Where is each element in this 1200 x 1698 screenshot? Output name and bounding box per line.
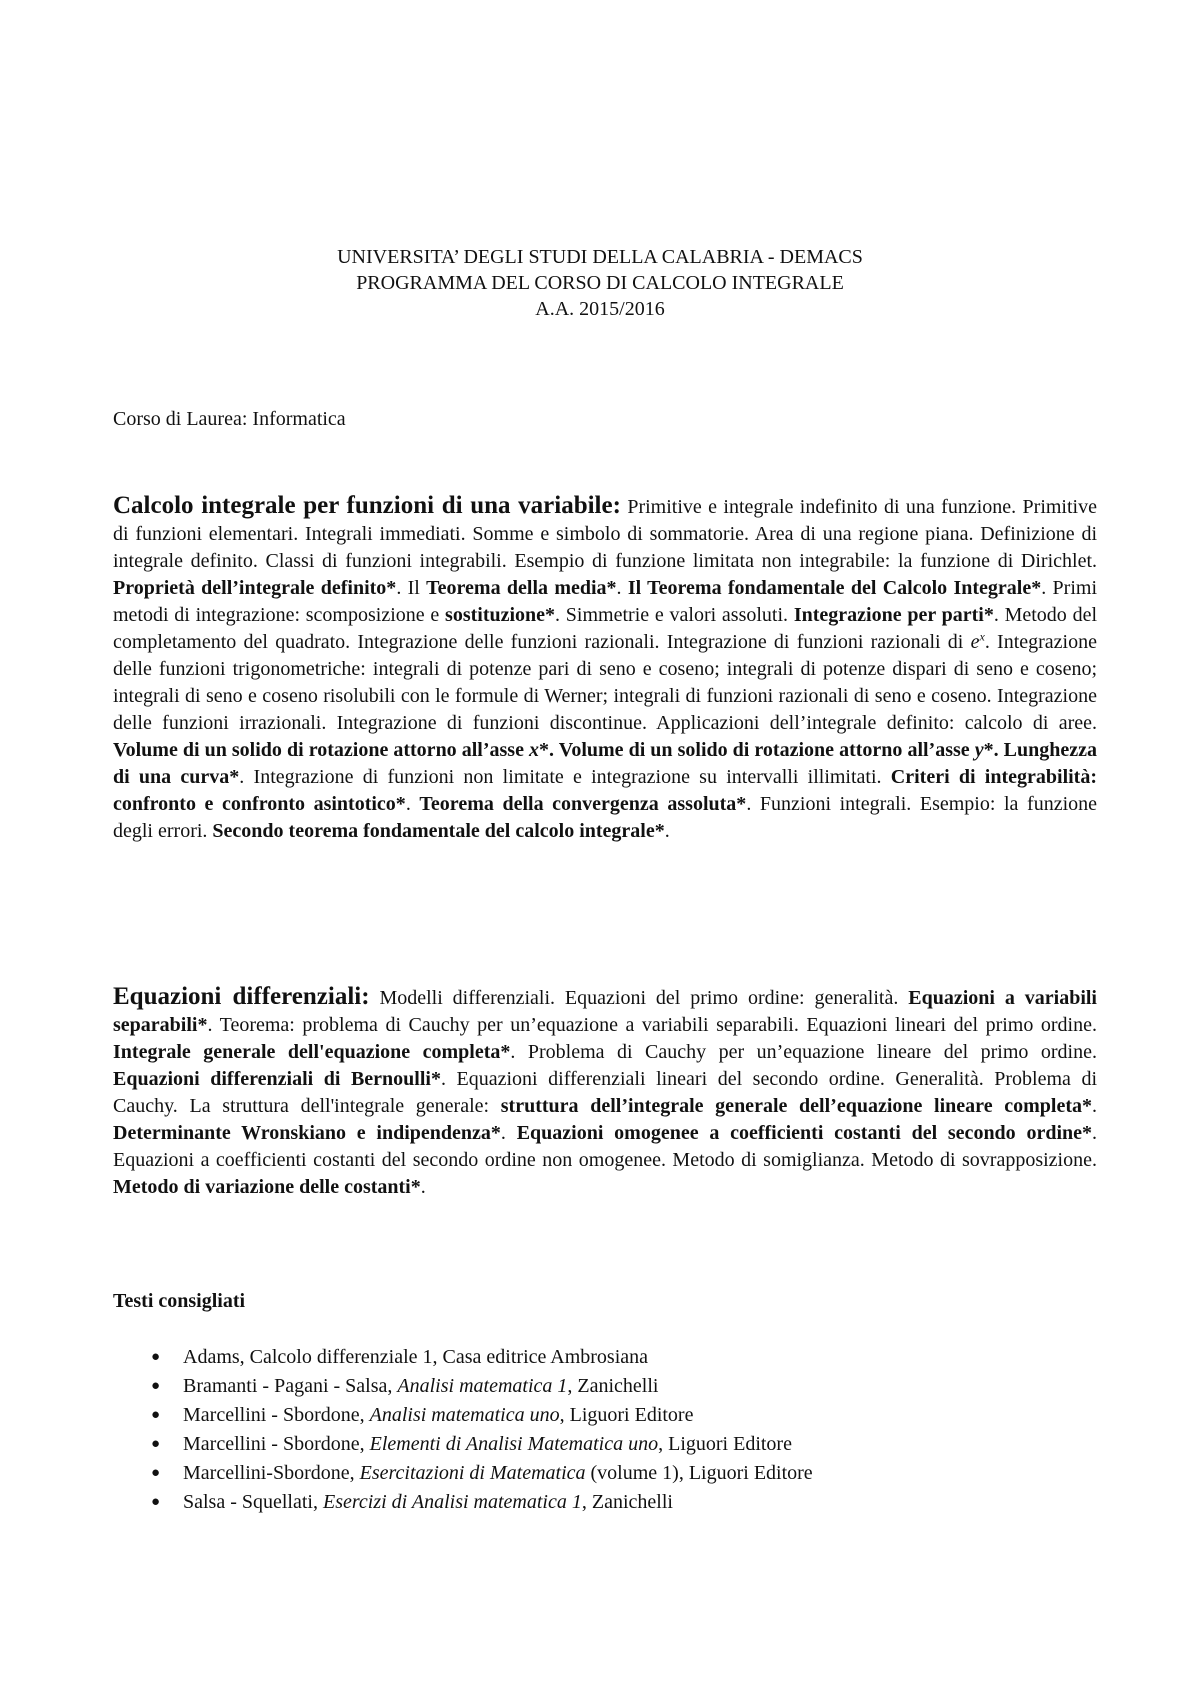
university-name: UNIVERSITA’ DEGLI STUDI DELLA CALABRIA - DEMACS bbox=[337, 246, 863, 268]
program-title: PROGRAMMA DEL CORSO DI CALCOLO INTEGRALE bbox=[356, 272, 844, 294]
list-item: ● Marcellini - Sbordone, Analisi matematica uno, Liguori Editore bbox=[183, 1401, 1083, 1430]
academic-year: A.A. 2015/2016 bbox=[535, 298, 665, 320]
section-differential-equations: Equazioni differenziali: Modelli differenziali. Equazioni del primo ordine: generalità. Equazioni a variabili separabili*. Teorema: problema di Cauchy per un’equazione a variabili separabili. Equazioni lineari del primo ordine. Integrale generale dell'equazione completa*. Problema di Cauchy per un’equazione lineare del primo ordine. Equazioni differenziali di Bernoulli*. Equazioni differenziali lineari del secondo ordine. Generalità. Problema di Cauchy. La struttura dell'integrale generale: struttura dell’integrale generale dell’equazione lineare completa*. Determinante Wronskiano e indipendenza*. Equazioni omogenee a coefficienti costanti del secondo ordine*. Equazioni a coefficienti costanti del secondo ordine non omogenee. Metodo di somiglianza. Metodo di sovrapposizione. Metodo di variazione delle costanti*. bbox=[113, 983, 1098, 1198]
math-var-x: x bbox=[529, 739, 540, 761]
list-item: ● Marcellini - Sbordone, Elementi di Analisi Matematica uno, Liguori Editore bbox=[183, 1430, 1083, 1459]
bibliography-title: Testi consigliati bbox=[113, 1290, 246, 1312]
section-title: Equazioni differenziali: bbox=[113, 983, 370, 1010]
list-item: ● Bramanti - Pagani - Salsa, Analisi matematica 1, Zanichelli bbox=[183, 1372, 1083, 1401]
bullet-icon: ● bbox=[151, 1349, 161, 1365]
math-var-y: y bbox=[974, 739, 984, 761]
bullet-icon: ● bbox=[151, 1407, 161, 1423]
math-exponent-x: x bbox=[979, 629, 985, 644]
list-item: ● Marcellini-Sbordone, Esercitazioni di Matematica (volume 1), Liguori Editore bbox=[183, 1459, 1083, 1488]
math-e: e bbox=[970, 631, 980, 653]
bibliography-list bbox=[113, 1343, 1083, 1517]
bullet-icon: ● bbox=[151, 1378, 161, 1394]
bullet-icon: ● bbox=[151, 1436, 161, 1452]
bullet-icon: ● bbox=[151, 1465, 161, 1481]
section-integral-calculus: Calcolo integrale per funzioni di una variabile: Primitive e integrale indefinito di una funzione. Primitive di funzioni elementari. Integrali immediati. Somme e simbolo di sommatorie. Area di una regione piana. Definizione di integrale definito. Classi di funzioni integrabili. Esempio di funzione limitata non integrabile: la funzione di Dirichlet. Proprietà dell’integrale definito*. Il Teorema della media*. Il Teorema fondamentale del Calcolo Integrale*. Primi metodi di integrazione: scomposizione e sostituzione*. Simmetrie e valori assoluti. Integrazione per parti*. Metodo del completamento del quadrato. Integrazione delle funzioni razionali. Integrazione di funzioni razionali di $e^x$. Integrazione delle funzioni trigonometriche: integrali di potenze pari di seno e coseno; integrali di potenze dispari di seno e coseno; integrali di seno e coseno risolubili con le formule di Werner; integrali di funzioni razionali di seno e coseno. Integrazione delle funzioni irrazionali. Integrazione di funzioni discontinue. Applicazioni dell’integrale definito: calcolo di aree. Volume di un solido di rotazione attorno all’asse x*. Volume di un solido di rotazione attorno all’asse y*. Lunghezza di una curva*. Integrazione di funzioni non limitate e integrazione su intervalli illimitati. Criteri di integrabilità: confronto e confronto asintotico*. Teorema della convergenza assoluta*. Funzioni integrali. Esempio: la funzione degli errori. Secondo teorema fondamentale del calcolo integrale*. bbox=[113, 492, 1098, 842]
document-header bbox=[0, 244, 1200, 322]
bullet-icon: ● bbox=[151, 1494, 161, 1510]
list-item: ● Adams, Calcolo differenziale 1, Casa editrice Ambrosiana bbox=[183, 1343, 1083, 1372]
degree-course: Corso di Laurea: Informatica bbox=[113, 408, 346, 430]
section-title: Calcolo integrale per funzioni di una variabile: bbox=[113, 492, 621, 519]
list-item: ● Salsa - Squellati, Esercizi di Analisi matematica 1, Zanichelli bbox=[183, 1488, 1083, 1517]
